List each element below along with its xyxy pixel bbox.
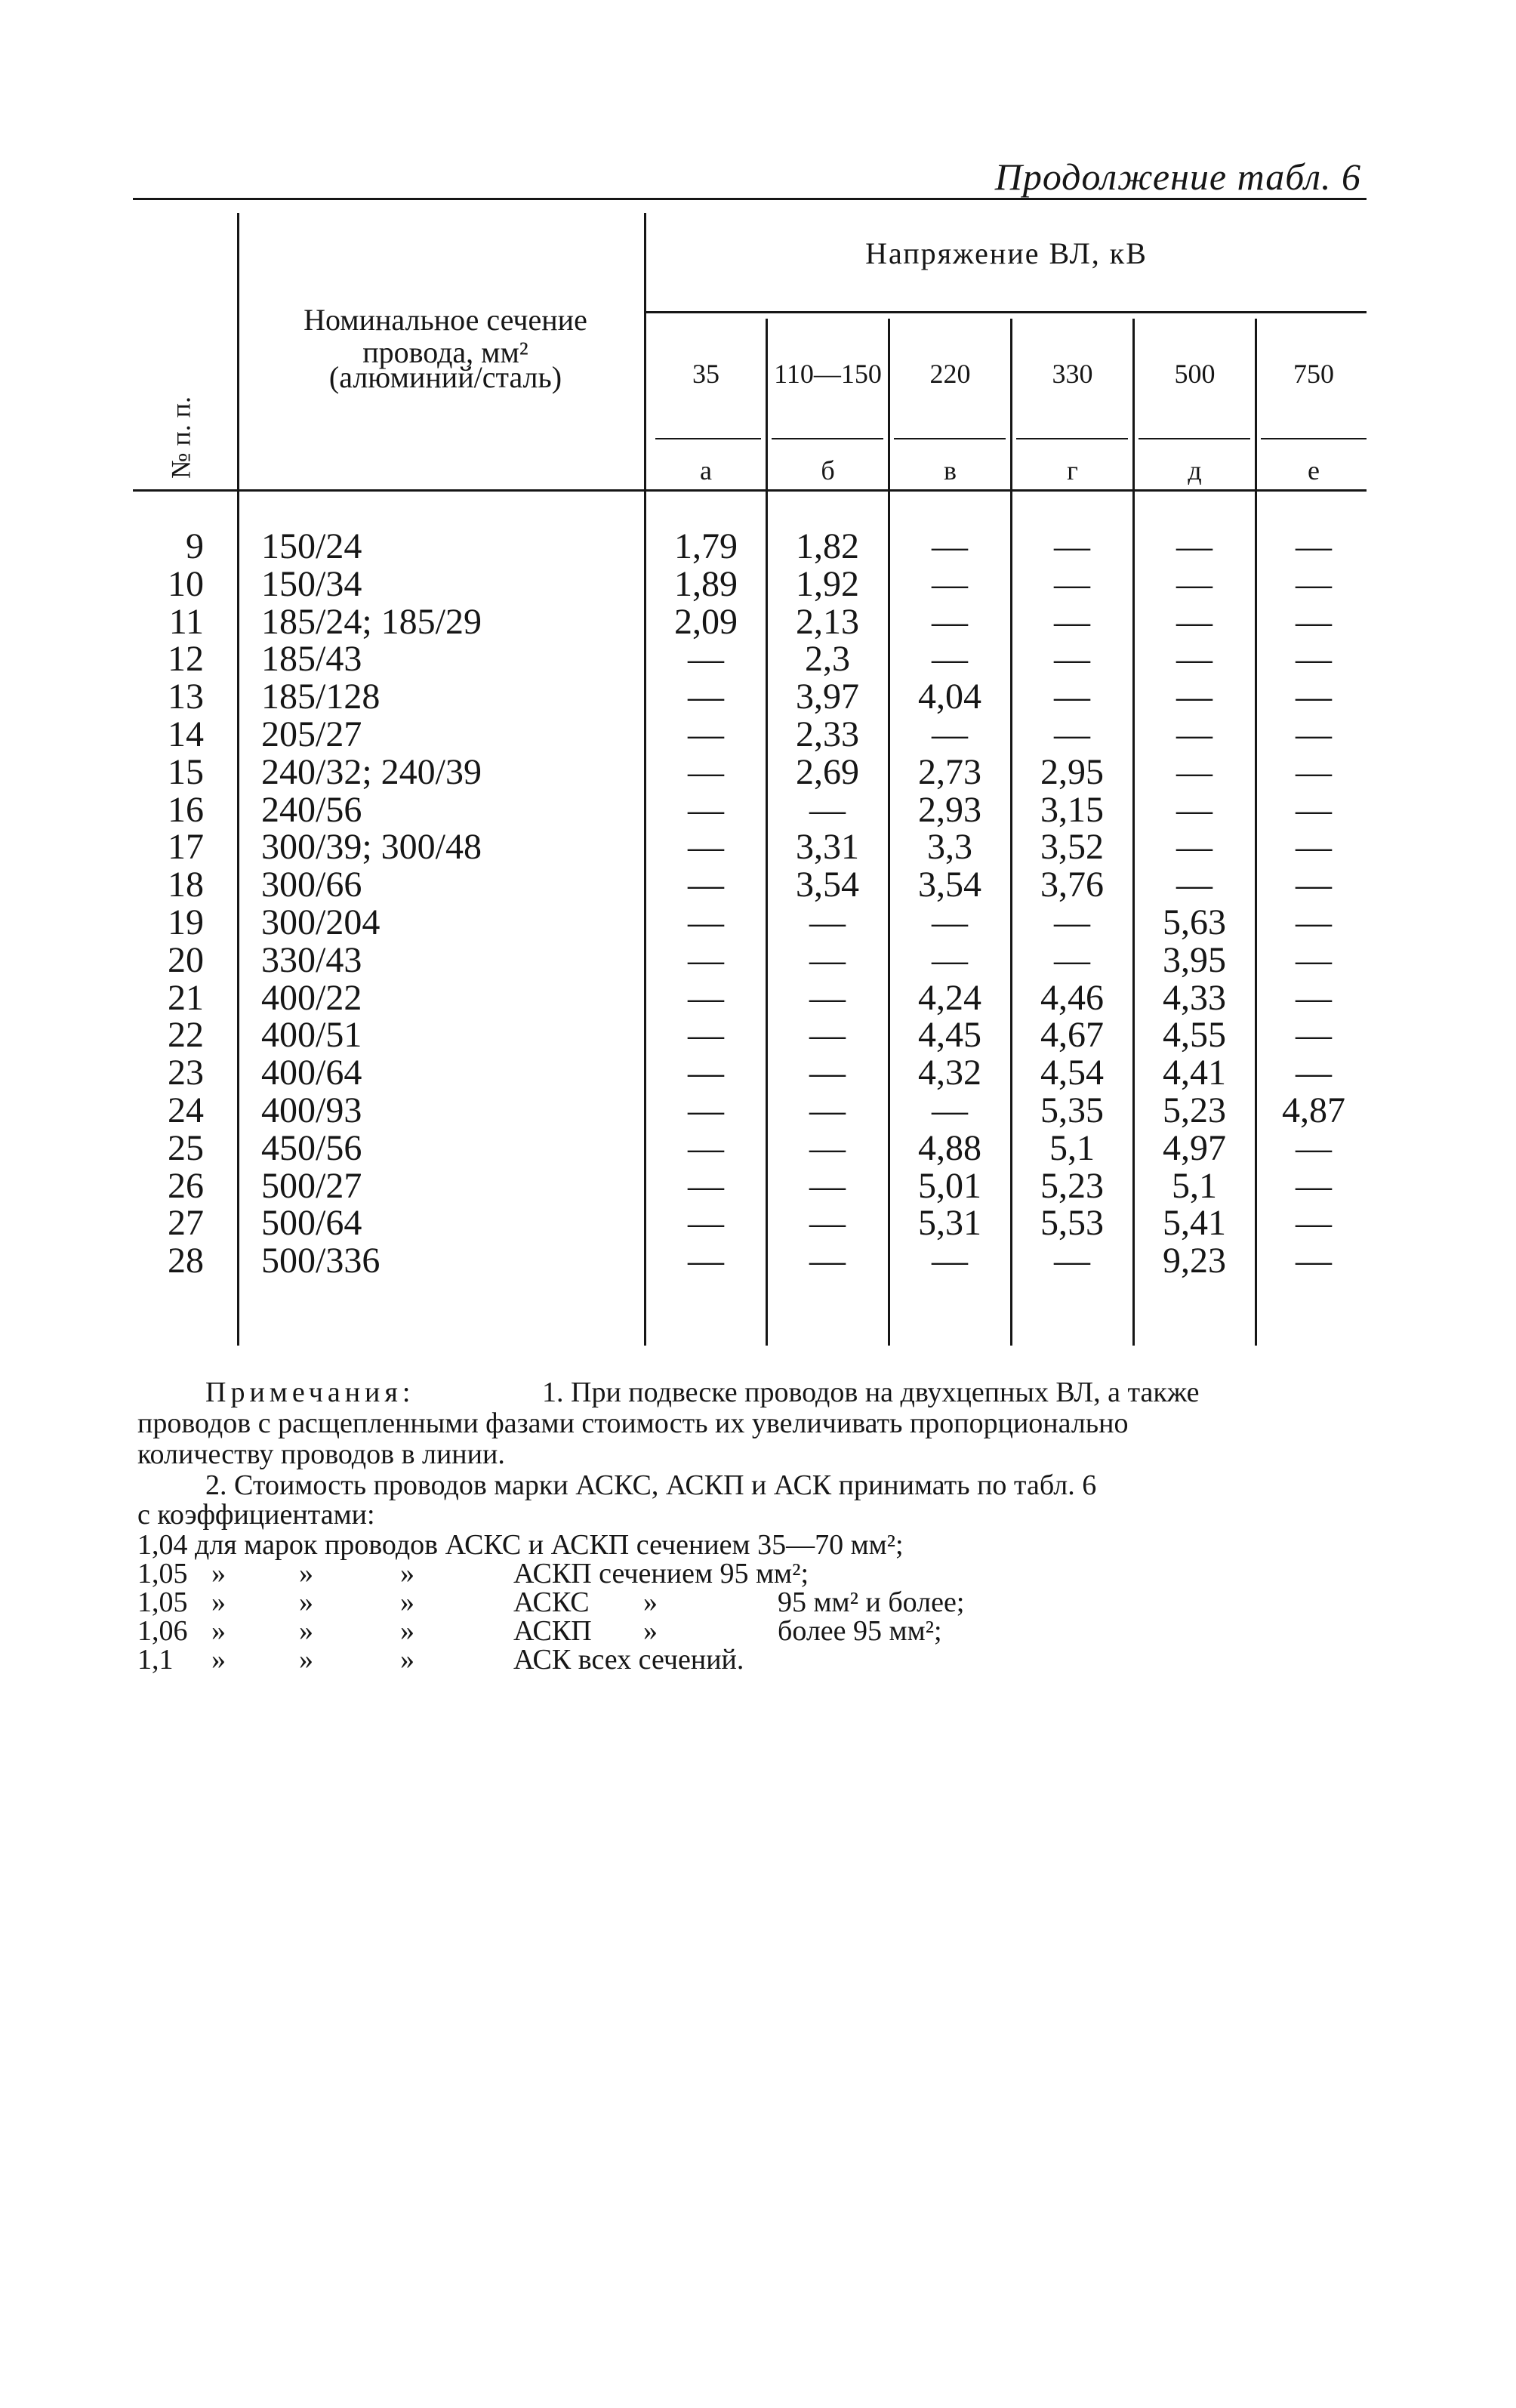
table-cell: 1,82 bbox=[796, 526, 859, 566]
section-subheader: (алюминий/сталь) bbox=[328, 360, 562, 394]
table-cell: — bbox=[1296, 790, 1332, 830]
row-number: 9 bbox=[186, 526, 204, 566]
row-number: 28 bbox=[168, 1241, 204, 1281]
coef-brand: АСКС bbox=[513, 1586, 590, 1618]
table-cell: — bbox=[932, 602, 968, 642]
coef-q2: » bbox=[299, 1644, 313, 1676]
row-number: 12 bbox=[168, 639, 204, 679]
coef-q1: » bbox=[211, 1644, 226, 1676]
table-cell: — bbox=[932, 564, 968, 604]
table-cell: — bbox=[932, 714, 968, 754]
row-number: 27 bbox=[168, 1203, 204, 1243]
table-cell: 5,23 bbox=[1163, 1090, 1226, 1130]
coef-rest: более 95 мм²; bbox=[778, 1615, 942, 1647]
table-cell: — bbox=[688, 1090, 724, 1130]
header-bottom-rule bbox=[133, 489, 1367, 492]
table-cell: — bbox=[688, 1241, 724, 1281]
table-cell: — bbox=[1176, 639, 1212, 679]
table-cell: 4,67 bbox=[1040, 1015, 1104, 1055]
table-cell: — bbox=[809, 978, 846, 1018]
table-cell: 3,3 bbox=[927, 827, 972, 867]
wire-section: 400/51 bbox=[261, 1015, 362, 1055]
note1-line3: количеству проводов в линии. bbox=[137, 1438, 505, 1470]
table-cell: — bbox=[1296, 564, 1332, 604]
table-cell: 5,1 bbox=[1049, 1128, 1095, 1168]
coef-line1: 1,04 для марок проводов АСКС и АСКП сечением 35—70 мм²; bbox=[137, 1529, 904, 1561]
table-cell: 4,45 bbox=[918, 1015, 981, 1055]
table-cell: — bbox=[809, 902, 846, 942]
table-cell: 9,23 bbox=[1163, 1241, 1226, 1281]
table-cell: — bbox=[688, 1166, 724, 1206]
table-cell: 1,92 bbox=[796, 564, 859, 604]
coef-k: 1,06 bbox=[137, 1615, 188, 1647]
wire-section: 205/27 bbox=[261, 714, 362, 754]
wire-section: 240/56 bbox=[261, 790, 362, 830]
table-cell: — bbox=[932, 902, 968, 942]
table-top-rule bbox=[133, 198, 1367, 200]
table-cell: — bbox=[1296, 940, 1332, 980]
table-cell: 2,3 bbox=[805, 639, 850, 679]
table-cell: — bbox=[809, 1203, 846, 1243]
coef-q3: » bbox=[400, 1558, 414, 1589]
table-cell: — bbox=[809, 1090, 846, 1130]
table-cell: — bbox=[1296, 1166, 1332, 1206]
table-cell: — bbox=[932, 940, 968, 980]
table-cell: 5,23 bbox=[1040, 1166, 1104, 1206]
row-number: 18 bbox=[168, 865, 204, 905]
table-cell: — bbox=[688, 902, 724, 942]
table-cell: — bbox=[1296, 602, 1332, 642]
coef-brand: АСКП сечением 95 мм²; bbox=[513, 1558, 809, 1589]
table-cell: — bbox=[1176, 602, 1212, 642]
row-number: 26 bbox=[168, 1166, 204, 1206]
coef-q2: » bbox=[299, 1586, 313, 1618]
table-cell: 3,54 bbox=[918, 865, 981, 905]
coef-q2: » bbox=[299, 1558, 313, 1589]
coef-q3: » bbox=[400, 1586, 414, 1618]
table-cell: — bbox=[688, 1203, 724, 1243]
table-cell: — bbox=[1296, 526, 1332, 566]
wire-section: 400/93 bbox=[261, 1090, 362, 1130]
table-cell: 5,35 bbox=[1040, 1090, 1104, 1130]
voltage-header: Напряжение ВЛ, кВ bbox=[865, 236, 1148, 270]
table-cell: — bbox=[932, 1241, 968, 1281]
row-number: 20 bbox=[168, 940, 204, 980]
table-cell: — bbox=[809, 1128, 846, 1168]
table-cell: 3,31 bbox=[796, 827, 859, 867]
row-number-header: № п. п. bbox=[165, 396, 196, 479]
coef-q1: » bbox=[211, 1615, 226, 1647]
table-cell: 5,63 bbox=[1163, 902, 1226, 942]
table-cell: — bbox=[688, 1053, 724, 1093]
table-cell: — bbox=[1176, 677, 1212, 717]
table-cell: — bbox=[1054, 564, 1090, 604]
wire-section: 185/128 bbox=[261, 677, 381, 717]
table-cell: — bbox=[932, 1090, 968, 1130]
coef-q1: » bbox=[211, 1586, 226, 1618]
notes-label: Примечания: bbox=[205, 1377, 415, 1408]
note2-line1: 2. Стоимость проводов марки АСКС, АСКП и АСК принимать по табл. 6 bbox=[205, 1469, 1097, 1501]
row-number: 11 bbox=[168, 602, 204, 642]
wire-section: 500/27 bbox=[261, 1166, 362, 1206]
table-cell: 3,76 bbox=[1040, 865, 1104, 905]
table-cell: 4,04 bbox=[918, 677, 981, 717]
table-cell: — bbox=[1176, 752, 1212, 792]
section-header: Номинальное сечение провода, мм² bbox=[304, 303, 587, 370]
wire-section: 300/204 bbox=[261, 902, 381, 942]
wire-section: 500/64 bbox=[261, 1203, 362, 1243]
row-number: 21 bbox=[168, 978, 204, 1018]
table-cell: — bbox=[809, 1241, 846, 1281]
wire-section: 500/336 bbox=[261, 1241, 381, 1281]
table-cell: — bbox=[1176, 865, 1212, 905]
table-cell: — bbox=[688, 1015, 724, 1055]
table-cell: — bbox=[1054, 526, 1090, 566]
table-cell: — bbox=[1296, 714, 1332, 754]
table-cell: — bbox=[688, 639, 724, 679]
table-cell: 2,93 bbox=[918, 790, 981, 830]
wire-section: 185/24; 185/29 bbox=[261, 602, 482, 642]
table-cell: 3,52 bbox=[1040, 827, 1104, 867]
table-cell: — bbox=[932, 526, 968, 566]
table-cell: — bbox=[1296, 1241, 1332, 1281]
row-number: 17 bbox=[168, 827, 204, 867]
table-cell: 5,1 bbox=[1172, 1166, 1217, 1206]
table-cell: — bbox=[1296, 978, 1332, 1018]
table-cell: 2,73 bbox=[918, 752, 981, 792]
table-cell: — bbox=[1296, 639, 1332, 679]
table-cell: 4,54 bbox=[1040, 1053, 1104, 1093]
table-cell: 5,31 bbox=[918, 1203, 981, 1243]
wire-section: 240/32; 240/39 bbox=[261, 752, 482, 792]
coef-k: 1,05 bbox=[137, 1586, 188, 1618]
wire-section: 185/43 bbox=[261, 639, 362, 679]
row-number: 13 bbox=[168, 677, 204, 717]
table-cell: — bbox=[1176, 827, 1212, 867]
table-cell: — bbox=[1054, 940, 1090, 980]
coef-q2: » bbox=[299, 1615, 313, 1647]
wire-section: 150/34 bbox=[261, 564, 362, 604]
coef-q3: » bbox=[400, 1615, 414, 1647]
coef-q4: » bbox=[643, 1586, 658, 1618]
table-cell: — bbox=[688, 978, 724, 1018]
coef-brand: АСКП bbox=[513, 1615, 592, 1647]
table-cell: — bbox=[688, 865, 724, 905]
row-number: 23 bbox=[168, 1053, 204, 1093]
table-cell: 4,41 bbox=[1163, 1053, 1226, 1093]
table-cell: — bbox=[932, 639, 968, 679]
table-cell: — bbox=[1296, 1015, 1332, 1055]
table-cell: — bbox=[809, 1053, 846, 1093]
table-cell: — bbox=[688, 827, 724, 867]
wire-section: 300/39; 300/48 bbox=[261, 827, 482, 867]
wire-section: 150/24 bbox=[261, 526, 362, 566]
coef-k: 1,1 bbox=[137, 1644, 174, 1676]
wire-section: 330/43 bbox=[261, 940, 362, 980]
coef-rest: 95 мм² и более; bbox=[778, 1586, 965, 1618]
table-cell: — bbox=[1176, 790, 1212, 830]
note2-line2: с коэффициентами: bbox=[137, 1499, 375, 1531]
table-cell: 2,33 bbox=[796, 714, 859, 754]
table-cell: 3,97 bbox=[796, 677, 859, 717]
table-cell: 4,97 bbox=[1163, 1128, 1226, 1168]
note1-line2: проводов с расщепленными фазами стоимость их увеличивать пропорционально bbox=[137, 1407, 1129, 1439]
table-cell: 2,09 bbox=[674, 602, 738, 642]
table-cell: — bbox=[688, 940, 724, 980]
column-divider-num bbox=[237, 213, 239, 1346]
row-number: 15 bbox=[168, 752, 204, 792]
table-cell: — bbox=[1296, 677, 1332, 717]
coef-q3: » bbox=[400, 1644, 414, 1676]
table-cell: — bbox=[688, 677, 724, 717]
coef-k: 1,05 bbox=[137, 1558, 188, 1589]
table-cell: — bbox=[688, 714, 724, 754]
table-cell: — bbox=[1296, 865, 1332, 905]
table-cell: 3,95 bbox=[1163, 940, 1226, 980]
coef-brand: АСК всех сечений. bbox=[513, 1644, 744, 1676]
wire-section: 450/56 bbox=[261, 1128, 362, 1168]
table-cell: — bbox=[1054, 639, 1090, 679]
table-cell: 3,54 bbox=[796, 865, 859, 905]
table-cell: 2,69 bbox=[796, 752, 859, 792]
table-cell: — bbox=[1296, 1053, 1332, 1093]
table-cell: 4,33 bbox=[1163, 978, 1226, 1018]
coef-q1: » bbox=[211, 1558, 226, 1589]
coef-q4: » bbox=[643, 1615, 658, 1647]
table-cell: 4,88 bbox=[918, 1128, 981, 1168]
table-cell: — bbox=[1176, 564, 1212, 604]
table-cell: — bbox=[809, 1166, 846, 1206]
table-cell: 5,53 bbox=[1040, 1203, 1104, 1243]
table-cell: — bbox=[809, 790, 846, 830]
table-cell: 4,55 bbox=[1163, 1015, 1226, 1055]
table-cell: 4,24 bbox=[918, 978, 981, 1018]
table-cell: 4,32 bbox=[918, 1053, 981, 1093]
table-cell: — bbox=[809, 1015, 846, 1055]
table-cell: 2,95 bbox=[1040, 752, 1104, 792]
table-cell: — bbox=[1176, 714, 1212, 754]
row-number: 24 bbox=[168, 1090, 204, 1130]
table-cell: 1,79 bbox=[674, 526, 738, 566]
table-cell: — bbox=[1296, 752, 1332, 792]
wire-section: 300/66 bbox=[261, 865, 362, 905]
table-cell: — bbox=[1054, 1241, 1090, 1281]
table-cell: — bbox=[1054, 902, 1090, 942]
table-cell: 4,46 bbox=[1040, 978, 1104, 1018]
table-cell: — bbox=[1296, 1203, 1332, 1243]
table-cell: — bbox=[809, 940, 846, 980]
table-cell: — bbox=[1296, 902, 1332, 942]
table-cell: 5,01 bbox=[918, 1166, 981, 1206]
table-cell: — bbox=[688, 1128, 724, 1168]
row-number: 14 bbox=[168, 714, 204, 754]
table-cell: — bbox=[1296, 1128, 1332, 1168]
table-cell: 5,41 bbox=[1163, 1203, 1226, 1243]
note1-line1: 1. При подвеске проводов на двухцепных ВЛ, а также bbox=[542, 1377, 1200, 1408]
row-number: 16 bbox=[168, 790, 204, 830]
row-number: 25 bbox=[168, 1128, 204, 1168]
table-cell: — bbox=[1296, 827, 1332, 867]
table-cell: — bbox=[1054, 677, 1090, 717]
row-number: 19 bbox=[168, 902, 204, 942]
table-cell: — bbox=[1054, 602, 1090, 642]
table-cell: 4,87 bbox=[1282, 1090, 1345, 1130]
table-cell: — bbox=[688, 752, 724, 792]
row-number: 10 bbox=[168, 564, 204, 604]
table-cell: 2,13 bbox=[796, 602, 859, 642]
table-cell: — bbox=[1054, 714, 1090, 754]
wire-section: 400/22 bbox=[261, 978, 362, 1018]
table-caption: Продолжение табл. 6 bbox=[994, 156, 1361, 198]
table-cell: — bbox=[1176, 526, 1212, 566]
table-cell: 3,15 bbox=[1040, 790, 1104, 830]
row-number: 22 bbox=[168, 1015, 204, 1055]
table-cell: 1,89 bbox=[674, 564, 738, 604]
wire-section: 400/64 bbox=[261, 1053, 362, 1093]
voltage-header-rule bbox=[646, 311, 1367, 313]
table-cell: — bbox=[688, 790, 724, 830]
